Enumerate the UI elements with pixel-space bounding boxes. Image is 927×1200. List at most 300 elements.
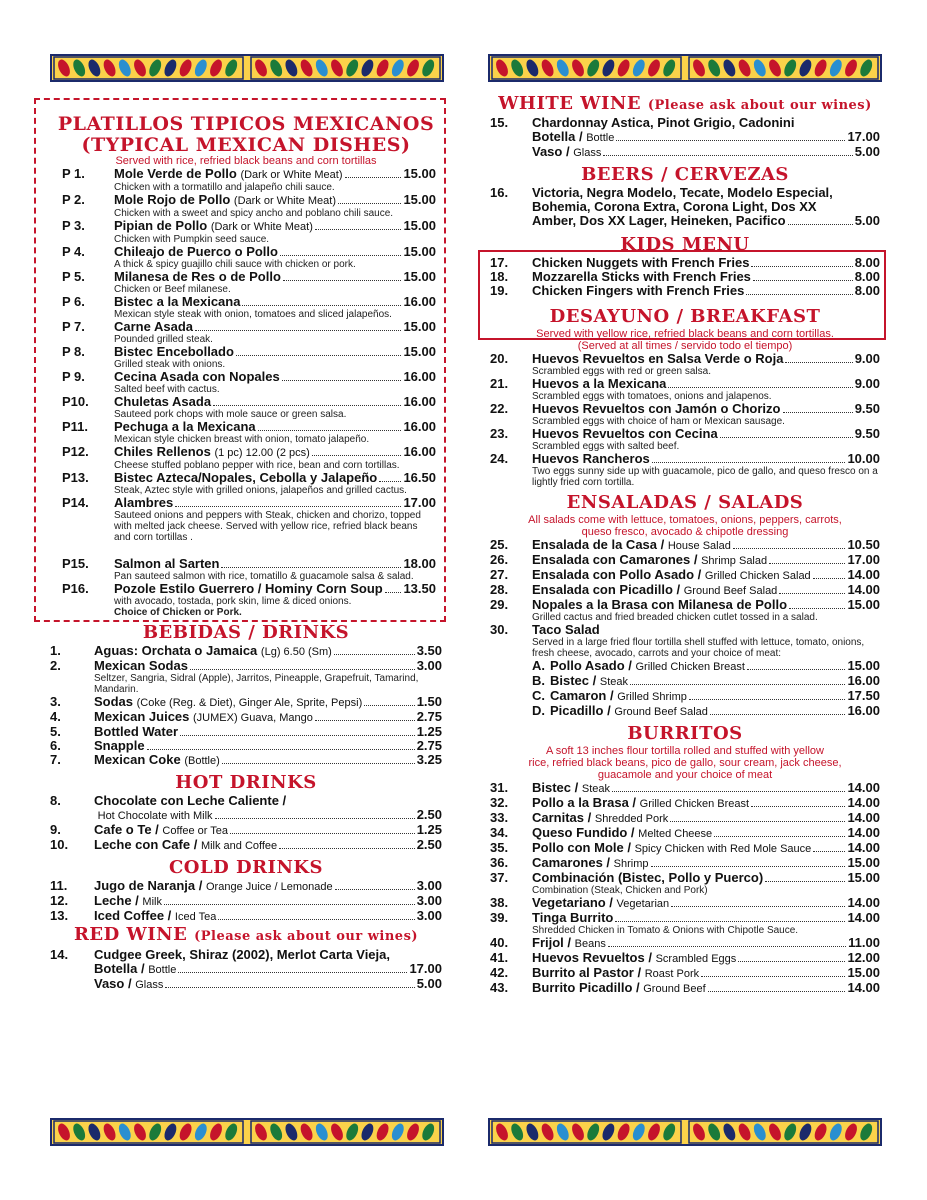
dot-leader xyxy=(670,821,845,822)
dot-leader xyxy=(651,866,846,867)
item-name: Chicken Nuggets with French Fries xyxy=(532,255,750,270)
dot-leader xyxy=(612,791,845,792)
menu-item xyxy=(50,808,442,823)
item-price: 8.00 xyxy=(854,269,880,284)
item-price: 16.50 xyxy=(403,470,436,485)
menu-item xyxy=(50,710,442,725)
item-number: 23. xyxy=(490,426,509,441)
item-number: P 7. xyxy=(62,319,85,334)
item-description: Sauteed pork chops with mole sauce or green salsa. xyxy=(114,409,347,420)
item-number: 11. xyxy=(50,878,68,893)
menu-item xyxy=(62,557,436,571)
item-number: P 2. xyxy=(62,192,85,207)
item-name: Sodas xyxy=(94,694,134,709)
item-number: 13. xyxy=(50,908,69,923)
menu-item xyxy=(490,966,880,981)
item-price: 15.00 xyxy=(847,597,880,612)
item-name: Botella / xyxy=(532,129,583,144)
item-number: 30. xyxy=(490,622,509,637)
item-number: 34. xyxy=(490,825,509,840)
item-price: 16.00 xyxy=(847,673,880,688)
item-number: 35. xyxy=(490,840,509,855)
dot-leader xyxy=(221,567,401,568)
dot-leader xyxy=(315,720,415,721)
item-name: Snapple xyxy=(94,738,145,753)
item-description: Salted beef with cactus. xyxy=(114,384,220,395)
item-price: 9.00 xyxy=(854,376,880,391)
dot-leader xyxy=(689,699,846,700)
menu-item xyxy=(490,623,880,637)
item-name: Alambres xyxy=(114,495,174,510)
item-name: Leche con Cafe / xyxy=(94,837,198,852)
item-description: Mexican style steak with onion, tomatoes and sliced jalapeños. xyxy=(114,309,392,320)
item-name: Chileajo de Puerco o Pollo xyxy=(114,244,278,259)
menu-item xyxy=(50,794,442,808)
item-description: Chicken with a sweet and spicy ancho and poblano chili sauce. xyxy=(114,208,394,219)
item-description: Chicken with Pumpkin seed sauce. xyxy=(114,234,270,245)
item-detail: Vegetarian xyxy=(616,898,670,910)
dot-leader xyxy=(379,481,401,482)
menu-item xyxy=(490,186,880,200)
item-name: Cecina Asada con Nopales xyxy=(114,369,280,384)
item-price: 18.00 xyxy=(403,556,436,571)
item-price: 3.00 xyxy=(416,908,442,923)
item-number: P 1. xyxy=(62,166,85,181)
item-detail: House Salad xyxy=(667,540,731,552)
menu-item xyxy=(62,295,436,309)
item-description: Combination (Steak, Chicken and Pork) xyxy=(532,885,708,896)
item-description: Mexican style chicken breast with onion, tomato jalapeño. xyxy=(114,434,370,445)
item-detail: Milk xyxy=(142,896,162,908)
dot-leader xyxy=(746,294,852,295)
item-price: 15.00 xyxy=(403,218,436,233)
dot-leader xyxy=(258,430,402,431)
dot-leader xyxy=(195,330,401,331)
item-description-note: Choice of Chicken or Pork. xyxy=(114,607,242,618)
menu-item xyxy=(490,568,880,583)
menu-item xyxy=(490,352,880,366)
item-price: 15.00 xyxy=(403,344,436,359)
item-price: 15.00 xyxy=(847,870,880,885)
ensaladas-list xyxy=(490,538,880,659)
dot-leader xyxy=(315,229,402,230)
item-price: 14.00 xyxy=(847,825,880,840)
dot-leader xyxy=(753,280,853,281)
white-wine-list xyxy=(490,116,880,160)
item-number: 1. xyxy=(50,643,61,658)
item-price: 14.00 xyxy=(847,567,880,582)
item-price: 17.00 xyxy=(847,129,880,144)
item-number: 39. xyxy=(490,910,509,925)
item-name: Queso Fundido / xyxy=(532,825,635,840)
menu-item xyxy=(532,704,880,719)
item-number: 33. xyxy=(490,810,509,825)
dot-leader xyxy=(334,654,415,655)
item-name: Bohemia, Corona Extra, Corona Light, Dos XX xyxy=(532,199,817,214)
dot-leader xyxy=(190,669,415,670)
dot-leader xyxy=(279,848,415,849)
desayuno-list xyxy=(490,352,880,488)
kids-menu-title: KIDS MENU xyxy=(620,234,750,255)
item-price: 14.00 xyxy=(847,810,880,825)
menu-item xyxy=(62,582,436,596)
item-price: 1.25 xyxy=(416,822,442,837)
item-price: 15.00 xyxy=(847,965,880,980)
item-name: Huevos Revueltos con Cecina xyxy=(532,426,718,441)
item-description: Pounded grilled steak. xyxy=(114,334,213,345)
red-wine-list xyxy=(50,948,442,992)
burritos-subtitle-2: rice, refried black beans, pico de gallo, sour cream, jack cheese, xyxy=(528,757,842,769)
item-name: Mexican Coke xyxy=(94,752,181,767)
item-price: 14.00 xyxy=(847,795,880,810)
item-name: Pollo a la Brasa / xyxy=(532,795,637,810)
item-name: Mexican Juices xyxy=(94,709,190,724)
menu-item xyxy=(490,826,880,841)
item-name: Bistec Encebollado xyxy=(114,344,234,359)
menu-item xyxy=(490,871,880,885)
menu-item xyxy=(532,659,880,674)
bottom-left-border-band xyxy=(50,1118,444,1146)
dot-leader xyxy=(283,280,402,281)
item-name: Bistec Azteca/Nopales, Cebolla y Jalapeño xyxy=(114,470,378,485)
menu-item xyxy=(62,245,436,259)
red-wine-title xyxy=(50,924,442,948)
item-detail: (Lg) 6.50 (Sm) xyxy=(260,646,332,658)
item-number: 20. xyxy=(490,351,509,366)
menu-item xyxy=(490,553,880,568)
dot-leader xyxy=(164,904,415,905)
item-price: 9.00 xyxy=(854,351,880,366)
item-price: 14.00 xyxy=(847,780,880,795)
bebidas-title: BEBIDAS / DRINKS xyxy=(142,622,350,643)
item-price: 17.00 xyxy=(403,495,436,510)
item-description: Sauteed onions and peppers with Steak, chicken and chorizo, topped with melted jack cheese. Served with yellow rice, refried black beans and corn tortillas . xyxy=(114,510,421,543)
right-column xyxy=(490,94,880,996)
ensaladas-subtitle: All salads come with lettuce, tomatoes, onions, peppers, carrots, xyxy=(528,514,842,526)
white-wine-heading: WHITE WINE xyxy=(498,93,642,114)
menu-item xyxy=(490,583,880,598)
item-price: 14.00 xyxy=(847,910,880,925)
item-description: Chicken with a tormatillo and jalapeño chili sauce. xyxy=(114,182,335,193)
item-name: Victoria, Negra Modelo, Tecate, Modelo Especial, xyxy=(532,185,833,200)
item-name: Huevos Revueltos con Jamón o Chorizo xyxy=(532,401,781,416)
dot-leader xyxy=(747,669,846,670)
item-detail: Grilled Chicken Salad xyxy=(704,570,811,582)
item-price: 13.50 xyxy=(403,581,436,596)
burritos-subtitle-3: guacamole and your choice of meat xyxy=(597,769,773,781)
item-name: Chocolate con Leche Caliente / xyxy=(94,793,287,808)
item-number: 25. xyxy=(490,537,509,552)
item-number: 7. xyxy=(50,752,61,767)
item-detail: Scrambled Eggs xyxy=(655,953,737,965)
item-detail: Steak xyxy=(599,676,629,688)
item-price: 15.00 xyxy=(847,855,880,870)
item-number: 6. xyxy=(50,738,61,753)
dot-leader xyxy=(218,919,414,920)
item-detail: Hot Chocolate with Milk xyxy=(97,810,213,822)
item-name: Tinga Burrito xyxy=(532,910,614,925)
left-column xyxy=(50,94,442,992)
item-price: 1.50 xyxy=(416,694,442,709)
item-number: 2. xyxy=(50,658,61,673)
item-name: Pollo Asado / xyxy=(550,658,632,673)
item-number: 18. xyxy=(490,269,509,284)
item-number: P10. xyxy=(62,394,89,409)
item-number: P 5. xyxy=(62,269,85,284)
item-price: 16.00 xyxy=(403,419,436,434)
menu-item xyxy=(490,896,880,911)
item-name: Amber, Dos XX Lager, Heineken, Pacifico xyxy=(532,213,786,228)
item-detail: (Dark or White Meat) xyxy=(240,169,343,181)
item-number: 24. xyxy=(490,451,509,466)
item-description: Seltzer, Sangria, Sidral (Apple), Jarritos, Pineapple, Grapefruit, Tamarind, Mandarin. xyxy=(94,673,419,695)
menu-item xyxy=(62,219,436,234)
menu-item xyxy=(490,284,880,298)
item-number: 38. xyxy=(490,895,509,910)
dot-leader xyxy=(751,266,852,267)
item-number: B. xyxy=(532,673,545,688)
item-name: Chiles Rellenos xyxy=(114,444,211,459)
dot-leader xyxy=(671,906,845,907)
item-name: Taco Salad xyxy=(532,622,600,637)
item-name: Carnitas / xyxy=(532,810,592,825)
item-name: Camarones / xyxy=(532,855,611,870)
dot-leader xyxy=(180,735,415,736)
item-detail: Coffee or Tea xyxy=(162,825,229,837)
item-name: Jugo de Naranja / xyxy=(94,878,203,893)
item-number: 19. xyxy=(490,283,509,298)
item-detail: Grilled Shrimp xyxy=(617,691,687,703)
item-price: 2.50 xyxy=(416,807,442,822)
item-price: 10.50 xyxy=(847,537,880,552)
menu-item xyxy=(532,674,880,689)
item-description: Scrambled eggs with choice of ham or Mexican sausage. xyxy=(532,416,785,427)
dot-leader xyxy=(215,818,415,819)
item-detail: Bottle xyxy=(148,964,177,976)
item-number: 5. xyxy=(50,724,61,739)
item-number: P13. xyxy=(62,470,89,485)
item-number: 36. xyxy=(490,855,509,870)
top-left-border-band xyxy=(50,54,444,82)
item-name: Carne Asada xyxy=(114,319,193,334)
item-number: 26. xyxy=(490,552,509,567)
menu-item xyxy=(50,644,442,659)
item-detail: Ground Beef Salad xyxy=(683,585,778,597)
dot-leader xyxy=(714,836,845,837)
menu-item xyxy=(62,395,436,409)
item-price: 15.00 xyxy=(403,319,436,334)
menu-item xyxy=(490,911,880,925)
item-detail: (Bottle) xyxy=(184,755,220,767)
dot-leader xyxy=(630,684,845,685)
cold-drinks-list xyxy=(50,879,442,924)
red-wine-heading: RED WINE xyxy=(73,924,188,945)
item-description: A thick & spicy guajillo chili sauce with chicken or pork. xyxy=(114,259,356,270)
item-number: P14. xyxy=(62,495,89,510)
menu-item xyxy=(490,951,880,966)
item-detail: Shredded Pork xyxy=(594,813,669,825)
item-name: Huevos Rancheros xyxy=(532,451,650,466)
item-price: 8.00 xyxy=(854,255,880,270)
desayuno-subtitle: Served with yellow rice, refried black beans and corn tortillas. xyxy=(536,328,834,340)
dot-leader xyxy=(615,921,845,922)
menu-item xyxy=(62,445,436,460)
item-price: 16.00 xyxy=(847,703,880,718)
bottom-right-border-band xyxy=(488,1118,882,1146)
platillos-section xyxy=(50,94,442,618)
item-price: 3.25 xyxy=(416,752,442,767)
item-name: Ensalada con Picadillo / xyxy=(532,582,681,597)
kids-menu-list xyxy=(490,256,880,298)
menu-item xyxy=(490,427,880,441)
item-number: 29. xyxy=(490,597,509,612)
item-name: Vegetariano / xyxy=(532,895,613,910)
platillos-subtitle: Served with rice, refried black beans and corn tortillas xyxy=(115,155,377,167)
item-number: 14. xyxy=(50,947,69,962)
item-name: Ensalada de la Casa / xyxy=(532,537,665,552)
dot-leader xyxy=(813,578,846,579)
dot-leader xyxy=(364,705,414,706)
dot-leader xyxy=(178,972,407,973)
item-number: 27. xyxy=(490,567,509,582)
beers-list xyxy=(490,186,880,228)
item-price: 15.00 xyxy=(847,658,880,673)
ensaladas-subtitle-2: queso fresco, avocado & chipotle dressing xyxy=(581,526,789,538)
item-number: 42. xyxy=(490,965,509,980)
item-detail: Iced Tea xyxy=(174,911,217,923)
dot-leader xyxy=(813,851,845,852)
menu-item xyxy=(62,167,436,182)
item-number: 37. xyxy=(490,870,509,885)
menu-item xyxy=(50,894,442,909)
menu-item xyxy=(490,936,880,951)
item-number: 8. xyxy=(50,793,61,808)
item-detail: (Dark or White Meat) xyxy=(233,195,336,207)
item-description: Two eggs sunny side up with guacamole, pico de gallo, and queso fresco on a lightly fried corn tortilla. xyxy=(532,466,878,488)
item-name: Leche / xyxy=(94,893,139,908)
item-price: 14.00 xyxy=(847,980,880,995)
menu-item xyxy=(490,796,880,811)
item-name: Mole Rojo de Pollo xyxy=(114,192,231,207)
item-detail: (Dark or White Meat) xyxy=(210,221,313,233)
dot-leader xyxy=(779,593,845,594)
dot-leader xyxy=(769,563,845,564)
item-name: Botella / xyxy=(94,961,145,976)
menu-item xyxy=(50,977,442,992)
item-name: Iced Coffee / xyxy=(94,908,172,923)
dot-leader xyxy=(783,412,853,413)
menu-item xyxy=(62,370,436,384)
item-name: Burrito Picadillo / xyxy=(532,980,640,995)
dot-leader xyxy=(213,405,401,406)
dot-leader xyxy=(165,987,414,988)
item-detail: Glass xyxy=(135,979,164,991)
desayuno-subtitle-2: (Served at all times / servido todo el tiempo) xyxy=(577,340,793,352)
item-price: 3.00 xyxy=(416,878,442,893)
burritos-title: BURRITOS xyxy=(627,723,743,744)
item-detail: Steak xyxy=(581,783,611,795)
dot-leader xyxy=(236,355,402,356)
taco-salad-options xyxy=(490,659,880,719)
item-price: 14.00 xyxy=(847,582,880,597)
item-detail: Orange Juice / Lemonade xyxy=(206,881,333,893)
item-name: Pechuga a la Mexicana xyxy=(114,419,256,434)
item-detail: Shrimp Salad xyxy=(701,555,768,567)
item-name: Combinación (Bistec, Pollo y Puerco) xyxy=(532,870,764,885)
item-number: 12. xyxy=(50,893,69,908)
menu-item xyxy=(50,909,442,924)
item-number: 40. xyxy=(490,935,509,950)
item-number: 3. xyxy=(50,694,61,709)
item-price: 12.00 xyxy=(847,950,880,965)
menu-item xyxy=(62,193,436,208)
item-name: Milanesa de Res o de Pollo xyxy=(114,269,281,284)
item-name: Ensalada con Pollo Asado / xyxy=(532,567,702,582)
item-price: 16.00 xyxy=(403,294,436,309)
item-detail: (JUMEX) Guava, Mango xyxy=(193,712,313,724)
item-description: with avocado, tostada, pork skin, lime & diced onions. xyxy=(114,596,352,607)
item-number: 9. xyxy=(50,822,61,837)
menu-item xyxy=(490,270,880,284)
item-number: 15. xyxy=(490,115,509,130)
desayuno-title: DESAYUNO / BREAKFAST xyxy=(549,306,821,327)
item-number: P 6. xyxy=(62,294,85,309)
dot-leader xyxy=(222,763,415,764)
item-price: 2.50 xyxy=(416,837,442,852)
item-name: Bistec / xyxy=(532,780,579,795)
item-price: 5.00 xyxy=(854,213,880,228)
item-price: 14.00 xyxy=(847,895,880,910)
item-detail: Roast Pork xyxy=(644,968,700,980)
platillos-title-english: (TYPICAL MEXICAN DISHES) xyxy=(81,134,411,156)
item-price: 15.00 xyxy=(403,244,436,259)
menu-item xyxy=(62,420,436,434)
item-name: Vaso / xyxy=(532,144,570,159)
menu-item xyxy=(50,659,442,673)
menu-item xyxy=(62,471,436,485)
item-name: Huevos Revueltos / xyxy=(532,950,652,965)
white-wine-note: (Please ask about our wines) xyxy=(647,98,872,113)
cold-drinks-title: COLD DRINKS xyxy=(168,857,324,878)
item-detail: Grilled Chicken Breast xyxy=(639,798,750,810)
item-description: Cheese stuffed poblano pepper with rice, bean and corn tortillas. xyxy=(114,460,400,471)
item-number: 31. xyxy=(490,780,509,795)
item-description: Scrambled eggs with tomatoes, onions and jalapenos. xyxy=(532,391,772,402)
item-description: Served in a large fried flour tortilla shell stuffed with lettuce, tomato, onions, fresh cheese, avocado, carrots and your choice of meat: xyxy=(532,637,865,659)
menu-item xyxy=(490,130,880,145)
dot-leader xyxy=(701,976,845,977)
dot-leader xyxy=(175,506,401,507)
item-price: 16.00 xyxy=(403,444,436,459)
item-price: 1.25 xyxy=(416,724,442,739)
item-price: 8.00 xyxy=(854,283,880,298)
menu-item xyxy=(50,879,442,894)
menu-item xyxy=(50,695,442,710)
beers-title: BEERS / CERVEZAS xyxy=(581,164,789,185)
item-number: P 9. xyxy=(62,369,85,384)
menu-item xyxy=(532,689,880,704)
item-detail: Ground Beef Salad xyxy=(614,706,708,718)
item-description: Scrambled eggs with salted beef. xyxy=(532,441,680,452)
item-name: Ensalada con Camarones / xyxy=(532,552,698,567)
item-detail: Melted Cheese xyxy=(638,828,713,840)
item-price: 15.00 xyxy=(403,166,436,181)
item-detail: Beans xyxy=(574,938,606,950)
menu-item xyxy=(490,452,880,466)
item-number: A. xyxy=(532,658,545,673)
item-name: Bistec / xyxy=(550,673,597,688)
menu-item xyxy=(490,981,880,996)
